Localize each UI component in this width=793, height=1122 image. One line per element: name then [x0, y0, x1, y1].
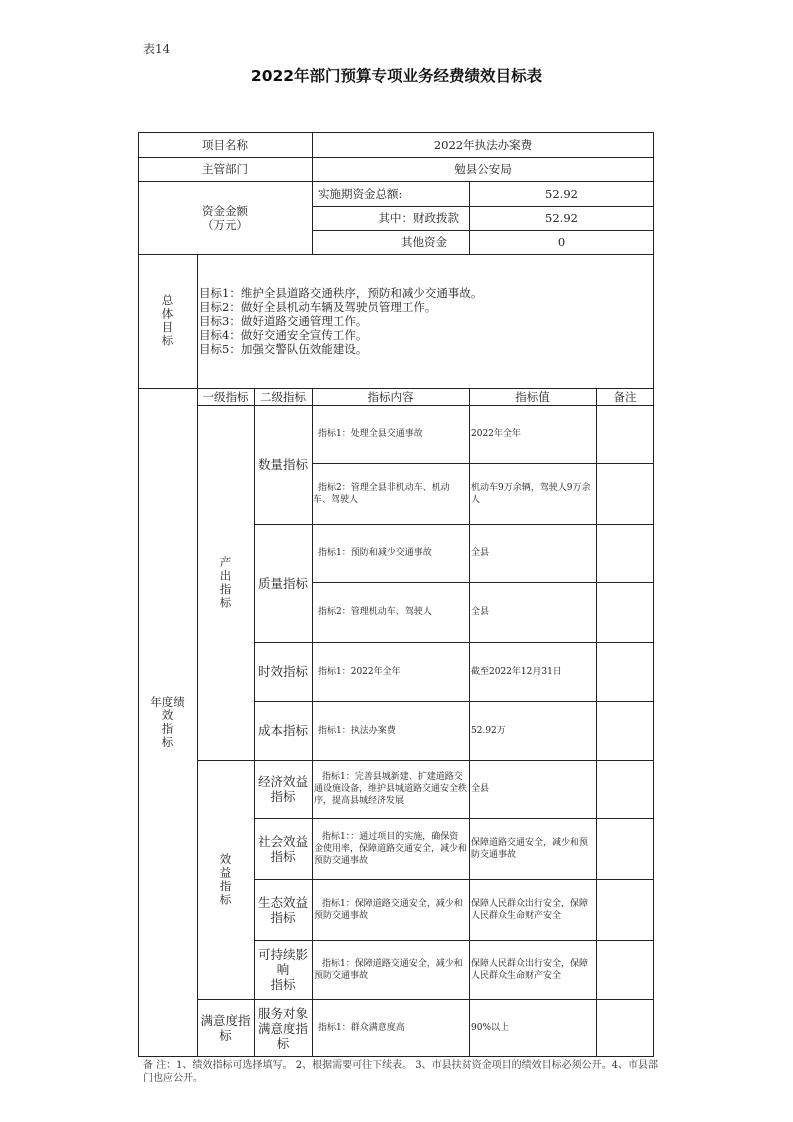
indicator-content: 指标1：群众满意度高	[318, 1023, 405, 1033]
indicator-content: 指标1：完善县城新建、扩建道路交通设施设备，维护县城道路交通安全秩序，提高县城经济发展	[314, 772, 468, 806]
header-value: 指标值	[515, 389, 550, 404]
header-note: 备注	[613, 389, 637, 404]
ecological-line2: 指标	[270, 909, 296, 925]
economic-indicator	[254, 760, 312, 818]
indicator-value: 全县	[471, 548, 490, 558]
social-line1: 社会效益	[257, 833, 308, 849]
service-line2: 满意度指	[257, 1020, 308, 1036]
cost-indicator: 成本指标	[257, 723, 308, 738]
social-indicator	[254, 818, 312, 879]
indicator-value: 保障道路交通安全，减少和预防交通事故	[471, 837, 589, 860]
quality-indicator: 质量指标	[257, 575, 308, 591]
sustainable-indicator	[254, 940, 312, 999]
indicator-value: 2022年全年	[471, 429, 521, 439]
overall-goals-label	[138, 254, 197, 388]
fiscal-funds-label: 其中：财政拨款	[378, 211, 459, 225]
header-level1: 一级指标	[202, 389, 249, 404]
service-line3: 标	[276, 1035, 290, 1051]
indicator-content: 指标1：：通过项目的实施，确保资金使用率，保障道路交通安全，减少和预防交通事故	[314, 831, 468, 866]
indicator-value: 机动车9万余辆，驾驶人9万余人	[471, 482, 591, 505]
sustainable-line2: 响	[276, 962, 290, 977]
sustainable-line1: 可持续影	[257, 947, 308, 962]
funds-label-line2: （万元）	[202, 217, 248, 232]
sustainable-line3: 指标	[270, 977, 296, 992]
goal-item: 目标1：维护全县道路交通秩序，预防和减少交通事故。	[199, 286, 483, 300]
overall-goals-list	[199, 254, 649, 388]
header-level2: 二级指标	[260, 389, 306, 404]
other-funds-label: 其他资金	[401, 235, 447, 249]
annual-indicators-line1: 年度绩	[150, 695, 185, 710]
annual-indicators-label	[138, 388, 197, 1057]
indicator-content: 指标2：管理机动车、驾驶人	[318, 607, 432, 617]
project-name-label: 项目名称	[202, 137, 248, 152]
output-indicators-label	[197, 405, 254, 760]
benefit-indicators-text: 效益指标	[218, 852, 233, 907]
annual-indicators-rest: 效指标	[160, 709, 175, 750]
fiscal-funds-value: 52.92	[545, 211, 578, 225]
indicator-content: 指标2：管理全县非机动车、机动车、驾驶人	[313, 482, 450, 505]
economic-line1: 经济效益	[257, 774, 308, 789]
indicator-value: 全县	[471, 607, 490, 617]
project-name-value: 2022年执法办案费	[433, 137, 533, 152]
indicator-value: 52.92万	[471, 725, 506, 736]
social-line2: 指标	[270, 848, 296, 864]
overall-goals-label-text: 总体目标	[160, 294, 175, 348]
goal-item: 目标3：做好道路交通管理工作。	[199, 314, 368, 328]
other-funds-value: 0	[557, 235, 566, 249]
benefit-indicators-label	[197, 760, 254, 999]
total-funds-label: 实施期资金总额:	[318, 186, 403, 201]
department-value: 勉县公安局	[454, 162, 512, 176]
footnote: 备 注：1、绩效指标可选择填写。 2、根据需要可往下续表。 3、市县扶贫资金项目的绩效目标必须公开。4、市县部门也应公开。	[143, 1060, 658, 1084]
quantity-indicator: 数量指标	[257, 457, 308, 472]
indicator-content: 指标1：处理全县交通事故	[318, 429, 423, 439]
indicator-value: 90%以上	[471, 1023, 510, 1033]
indicator-value: 截至2022年12月31日	[471, 666, 562, 677]
ecological-line1: 生态效益	[257, 894, 308, 910]
satisfaction-line2: 标	[219, 1028, 232, 1043]
output-indicators-text: 产出指标	[218, 555, 233, 610]
satisfaction-indicators-label	[197, 999, 254, 1057]
indicator-content: 指标1：2022年全年	[318, 666, 401, 677]
page-title: 2022年部门预算专项业务经费绩效目标表	[250, 67, 543, 85]
service-line1: 服务对象	[257, 1005, 308, 1021]
indicator-content: 指标1：执法办案费	[318, 725, 396, 736]
timeliness-indicator: 时效指标	[257, 664, 308, 679]
indicator-content: 指标1：保障道路交通安全，减少和预防交通事故	[314, 898, 463, 921]
indicator-content: 指标1：保障道路交通安全，减少和预防交通事故	[314, 958, 463, 981]
indicator-value: 保障人民群众出行安全，保障人民群众生命财产安全	[471, 898, 589, 921]
table-number: 表14	[143, 42, 171, 56]
funds-label-line1: 资金金额	[202, 203, 248, 218]
economic-line2: 指标	[270, 789, 296, 804]
total-funds-value: 52.92	[545, 186, 578, 201]
header-content: 指标内容	[367, 389, 414, 404]
goal-item: 目标2：做好全县机动车辆及驾驶员管理工作。	[199, 300, 437, 314]
satisfaction-line1: 满意度指	[200, 1013, 251, 1028]
service-satisfaction-indicator	[254, 999, 312, 1057]
goal-item: 目标4：做好交通安全宣传工作。	[199, 328, 368, 342]
divider	[596, 388, 597, 1057]
indicator-value: 保障人民群众出行安全，保障人民群众生命财产安全	[471, 958, 589, 981]
goal-item: 目标5：加强交警队伍效能建设。	[199, 342, 368, 356]
funds-label	[138, 181, 312, 254]
indicator-value: 全县	[471, 784, 490, 794]
ecological-indicator	[254, 879, 312, 940]
indicator-content: 指标1：预防和减少交通事故	[318, 548, 432, 558]
department-label: 主管部门	[202, 162, 248, 176]
